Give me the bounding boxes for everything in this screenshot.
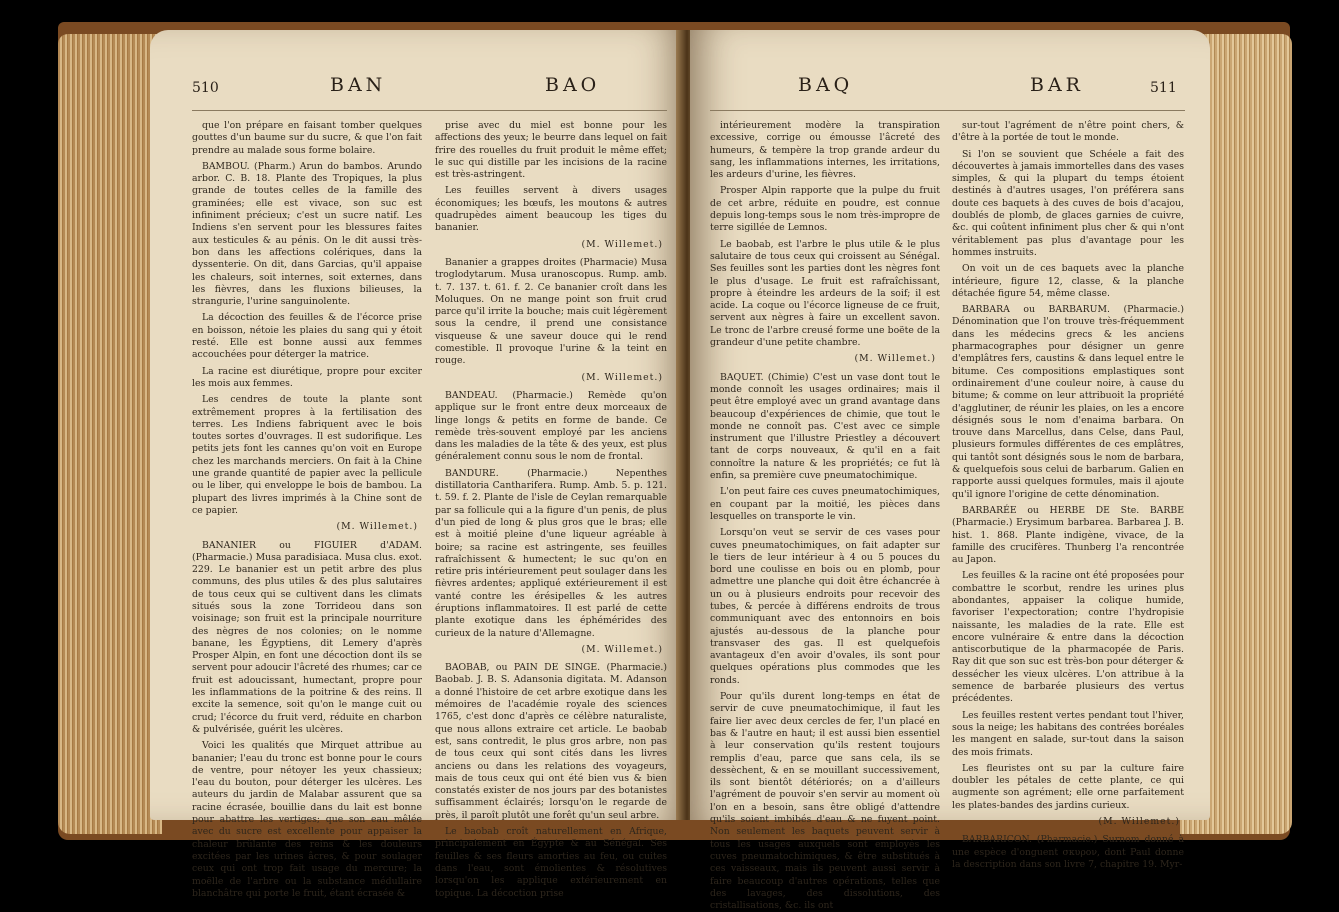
paragraph: BAQUET. (Chimie) C'est un vase dont tout le monde connoît les usages ordinaires; mais il peut être employé avec un grand avantage dans beaucoup d'expériences de chimie, que tout le monde ne connoît pas. C'est avec ce simple instrument que l'illustre Priestley a découvert tant de corps nouveaux, & qu'il en a fait connoître la nature & les propriétés; ce fut là enfin, sa première cuve pneumatochimique.	[710, 371, 940, 482]
paragraph: Prosper Alpin rapporte que la pulpe du fruit de cet arbre, réduite en poudre, est connue depuis long-temps sous le nom très-impropre de terre sigillée de Lemnos.	[710, 185, 940, 234]
left-page	[150, 30, 685, 899]
paragraph: Si l'on se souvient que Schéele a fait des découvertes à jamais immortelles dans des vases simples, & qui la plupart du temps étoient destinés à d'autres usages, l'on préférera sans doute ces baquets à des cuves de bois d'acajou, doublés de plomb, de glaces garnies de cuivre, &c. qui coûtent infiniment plus cher & qui n'ont véritablement pas plus d'avantage pour les hommes instruits.	[952, 148, 1184, 258]
running-head: BAR	[1030, 74, 1084, 96]
paragraph: BAMBOU. (Pharm.) Arun do bambos. Arundo arbor. C. B. 18. Plante des Tropiques, la plus grande de toutes celles de la famille des graminées; elle est vivace, son suc est infiniment précieux; c'est un sucre natif. Les Indiens s'en servent pour les blessures faites aux testicules & au pénis. On le dit aussi très-bon dans les affections colériques, dans la dyssenterie. On dit, dans Garcias, qu'il appaise les chaleurs, soit internes, soit externes, dans les fièvres, dans les fluxions bilieuses, la strangurie, l'urine sanguinolente.	[192, 160, 422, 308]
author-signature: (M. Willemet.)	[581, 643, 663, 655]
paragraph: intérieurement modère la transpiration excessive, corrige ou émousse l'âcreté des humeurs, & tempère la trop grande ardeur du sang, les inflammations internes, les irritations, les ardeurs d'urine, les fièvres.	[710, 120, 940, 181]
paragraph: On voit un de ces baquets avec la planche intérieure, figure 12, classe, & la planche détachée figure 54, même classe.	[952, 263, 1184, 299]
page-number: 511	[1150, 80, 1177, 96]
running-head: BAO	[545, 74, 601, 96]
paragraph: Pour qu'ils durent long-temps en état de servir de cuve pneumatochimique, il faut les faire lier avec deux cercles de fer, l'un placé en bas & l'autre en haut; il est aussi bien essentiel à leur conservation qu'ils restent toujours remplis d'eau, parce que sans cela, ils se dessèchent, & en se mouillant successivement, ils sont bientôt détériorés; on a d'ailleurs l'agrément de pouvoir s'en servir au moment où l'on en a besoin, sans être obligé d'attendre qu'ils soient imbibés d'eau & ne fuyent point. Non seulement les baquets peuvent servir à tous les usages auxquels sont employés les cuves pneumatochimiques, & être substitués à ces vaisseaux, mais ils peuvent aussi servir à faire beaucoup d'autres opérations, telles que des lavages, des dissolutions, des cristallisations, &c. ils ont	[710, 691, 940, 912]
author-signature: (M. Willemet.)	[336, 521, 418, 533]
text-column	[952, 120, 1184, 870]
paragraph: Lorsqu'on veut se servir de ces vases pour cuves pneumatochimiques, on fait adapter sur le tiers de leur intérieur à 4 ou 5 pouces du bord une coulisse en bois ou en plomb, pour admettre une planche qui doit être échancrée à un ou à plusieurs endroits pour recevoir des tubes, & percée à différens endroits de trous communiquant avec des entonnoirs en bois ajustés au-dessous de la planche pour transvaser des gas. Il est quelquefois avantageux d'en avoir d'ovales, ils sont pour quelques opérations plus commodes que les ronds.	[710, 527, 940, 686]
running-head: BAN	[330, 74, 387, 96]
paragraph: La décoction des feuilles & de l'écorce prise en boisson, nétoie les plaies du sang qui y étoit resté. Elle est bonne aussi aux femmes accouchées pour déterger la matrice.	[192, 312, 422, 361]
page-number: 510	[192, 80, 219, 96]
paragraph: BARBARICON. (Pharmacie.) Surnom donné à une espèce d'onguent σκυρον, dont Paul donne la description dans son livre 7, chapitre 19. Myr-	[952, 834, 1184, 870]
paragraph: Les cendres de toute la plante sont extrêmement propres à la fertilisation des terres. Les Indiens fabriquent avec le bois toutes sortes d'ouvrages. Il est sudorifique. Les petits jets font les cannes qu'on voit en Europe chez les marchands merciers. On fait à la Chine une grande quantité de papier avec la pellicule ou le liber, qui enveloppe le bois de bambou. La plupart des livres imprimés à la Chine sont de ce papier.	[192, 394, 422, 516]
paragraph: prise avec du miel est bonne pour les affections des yeux; le beurre dans lequel on fait frire des rouelles du fruit produit le même effet; le suc qui distille par les incisions de la racine est très-astringent.	[435, 120, 667, 181]
paragraph: BARBARÉE ou HERBE DE Ste. BARBE (Pharmacie.) Erysimum barbarea. Barbarea J. B. hist. 1. 868. Plante indigène, vivace, de la famille des crucifères. Thunberg l'a rencontrée au Japon.	[952, 504, 1184, 566]
paragraph: Les fleuristes ont su par la culture faire doubler les pétales de cette plante, ce qui augmente son agrément; elle orne parfaitement les plates-bandes des jardins curieux.	[952, 762, 1184, 811]
paragraph: Les feuilles servent à divers usages économiques; les bœufs, les moutons & autres quadrupèdes aiment beaucoup les tiges du bananier.	[435, 185, 667, 234]
paragraph: sur-tout l'agrément de n'être point chers, & d'être à la portée de tout le monde.	[952, 120, 1184, 144]
left-page-edges	[58, 34, 162, 834]
paragraph: Les feuilles restent vertes pendant tout l'hiver, sous la neige; les habitans des contrées boréales les mangent en salade, sur-tout dans la saison des mois frimats.	[952, 709, 1184, 758]
paragraph: Bananier a grappes droites (Pharmacie) Musa troglodytarum. Musa uranoscopus. Rump. amb. t. 7. 137. t. 61. f. 2. Ce bananier croît dans les Moluques. On ne mange point son fruit crud parce qu'il irrite la bouche; mais cuit légèrement sous la cendre, il prend une consistance visqueuse & une saveur douce qui le rend comestible. Il provoque l'urine & la teint en rouge.	[435, 256, 667, 367]
paragraph: BARBARA ou BARBARUM. (Pharmacie.) Dénomination que l'on trouve très-fréquemment dans les médecins grecs & les anciens pharmacographes pour désigner un genre d'emplâtres fers, caustins & dans lequel entre le bitume. Ces compositions emplastiques sont ordinairement d'une couleur noire, à cause du bitume; & comme on leur attribuoit la propriété d'agglutiner, de réunir les plaies, on les a encore désignés sous le nom d'enaima barbara. On trouve dans Marcellus, dans Celse, dans Paul, plusieurs formules différentes de ces emplâtres, qui tantôt sont désignés sous le nom de barbara, & quelquefois sous celui de barbarum. Galien en rapporte aussi quelques formules, mais il ajoute qu'il ignore l'origine de cette dénomination.	[952, 304, 1184, 500]
right-page	[690, 30, 1210, 912]
author-signature: (M. Willemet.)	[581, 371, 663, 383]
paragraph: BAOBAB, ou PAIN DE SINGE. (Pharmacie.) Baobab. J. B. S. Adansonia digitata. M. Adanson a donné l'histoire de cet arbre exotique dans les mémoires de l'académie royale des sciences 1765, c'est donc d'après ce célèbre naturaliste, que nous allons extraire cet article. Le baobab est, sans contredit, le plus gros arbre, non pas de tous ceux qui sont cités dans les livres anciens ou dans les relations des voyageurs, mais de tous ceux qui ont été bien vus & bien constatés exister de nos jours par des botanistes suffisamment éclairés; lorsqu'on le regarde de près, il paroît plutôt une forêt qu'un seul arbre.	[435, 662, 667, 821]
paragraph: Les feuilles & la racine ont été proposées pour combattre le scorbut, rendre les urines plus abondantes, appaiser la colique humide, favoriser l'expectoration; contre l'hydropisie naissante, les maladies de la rate. Elle est encore vulnéraire & entre dans la décoction antiscorbutique de la pharmacopée de Paris. Ray dit que son suc est très-bon pour déterger & dessécher les vieux ulcères. L'on attribue à la semence de barbarée plusieurs des vertus précédentes.	[952, 570, 1184, 705]
paragraph: BANDURE. (Pharmacie.) Nepenthes distillatoria Cantharifera. Rump. Amb. 5. p. 121. t. 59. f. 2. Plante de l'isle de Ceylan remarquable par sa follicule qui a la figure d'un penis, de plus d'un pied de long & plus gros que le bras; elle est à moitié pleine d'une liqueur agréable à boire; sa racine est astringente, ses feuilles rafraîchissent & humectent; le suc qu'on en retire pris intérieurement peut soulager dans les fièvres ardentes; appliqué extérieurement il est vanté contre les érésipelles & les autres éruptions inflammatoires. Il est parlé de cette plante exotique dans les éphémérides des curieux de la nature d'Allemagne.	[435, 467, 667, 639]
text-column	[710, 120, 940, 912]
paragraph: L'on peut faire ces cuves pneumatochimiques, en coupant par la moitié, les pièces dans lesquelles on transporte le vin.	[710, 486, 940, 522]
paragraph: BANDEAU. (Pharmacie.) Remède qu'on applique sur le front entre deux morceaux de linge longs & petits en forme de bande. Ce remède très-souvent employé par les anciens dans les maladies de la tête & des yeux, est plus généralement connu sous le nom de frontal.	[435, 389, 667, 463]
header-rule	[192, 110, 667, 111]
paragraph: La racine est diurétique, propre pour exciter les mois aux femmes.	[192, 365, 422, 389]
author-signature: (M. Willemet.)	[854, 353, 936, 365]
running-head: BAQ	[798, 74, 854, 96]
paragraph: Le baobab, est l'arbre le plus utile & le plus salutaire de tous ceux qui croissent au Sénégal. Ses feuilles sont les parties dont les nègres font le plus d'usage. Le fruit est rafraîchissant, propre à éteindre les ardeurs de la soif; il est acide. La coque ou l'écorce ligneuse de ce fruit, servent aux nègres à faire un excellent savon. Le tronc de l'arbre creusé forme une boëte de la grandeur d'une petite chambre.	[710, 238, 940, 349]
author-signature: (M. Willemet.)	[581, 238, 663, 250]
paragraph: que l'on prépare en faisant tomber quelques gouttes d'un baume sur du sucre, & que l'on fait prendre au malade sous forme bolaire.	[192, 120, 422, 156]
paragraph: BANANIER ou FIGUIER d'ADAM. (Pharmacie.) Musa paradisiaca. Musa clus. exot. 229. Le bananier est un petit arbre des plus communs, des plus utiles & des plus salutaires de tous ceux qui se cultivent dans les climats situés sous la zone Torrideou dans son voisinage; son fruit est la principale nourriture des nègres de nos colonies; on le nomme banane, les Égyptiens, dit Lemery d'après Prosper Alpin, en font une décoction dont ils se servent pour adoucir l'âcreté des rhumes; car ce fruit est adoucissant, humectant, propre pour les inflammations de la poitrine & des reins. Il excite la semence, soit qu'on le mange cuit ou crud; l'écorce du fruit verd, réduite en charbon & pulvérisée, guérit les ulcères.	[192, 539, 422, 735]
text-column	[192, 120, 422, 899]
paragraph: Voici les qualités que Mirquet attribue au bananier; l'eau du tronc est bonne pour le cours de ventre, pour nétoyer les yeux chassieux; l'eau du bouton, pour déterger les ulcères. Les auteurs du jardin de Malabar assurent que sa racine écrasée, bouillie dans du lait est bonne pour abattre les vertiges; que son eau mêlée avec du sucre est excellente pour appaiser la chaleur brûlante des reins & les douleurs excitées par les urines âcres, & pour soulager ceux qui ont trop fait usage du mercure; la moëlle de l'arbre ou la substance médullaire blanchâtre qui porte le fruit, étant écrasée &	[192, 740, 422, 899]
author-signature: (M. Willemet.)	[1098, 816, 1180, 828]
paragraph: Le baobab croît naturellement en Afrique, principalement en Égypte & au Sénégal. Ses feuilles & ses fleurs amorties au feu, ou cuites dans l'eau, sont émolientes & résolutives lorsqu'on les applique extérieurement en topique. La décoction prise	[435, 826, 667, 899]
text-column	[435, 120, 667, 899]
header-rule	[710, 110, 1185, 111]
